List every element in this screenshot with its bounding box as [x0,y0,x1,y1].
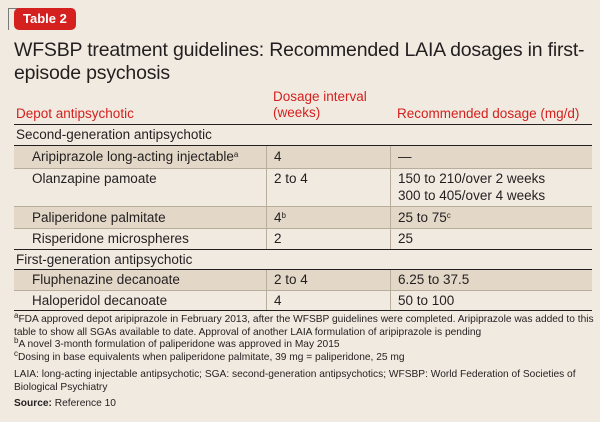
recommended-dosage: 150 to 210/over 2 weeks [398,171,546,186]
drug-name: Aripiprazole long-acting injectable [32,149,234,164]
table-row [14,146,592,168]
dosage-interval: 2 to 4 [274,171,308,186]
table-tag: Table 2 [14,8,76,30]
footnote-mark: a [233,150,239,159]
footnote-mark: b [281,211,286,220]
dosage-interval: 2 [274,231,282,246]
recommended-dosage: 25 to 75 [398,210,447,225]
recommended-dosage: 50 to 100 [398,293,455,308]
recommended-dosage: — [398,149,412,164]
source-note: Source: Reference 10 [14,397,116,409]
footnote: $^b$A novel 3-month formulation of paliperidone was approved in May 2015 [14,336,340,351]
drug-name: Olanzapine pamoate [32,171,157,186]
column-header-interval: Dosage interval (weeks) [273,89,367,120]
dosage-interval: 4 [274,210,282,225]
drug-name: Paliperidone palmitate [32,210,166,225]
corner-frame-left [8,8,9,30]
column-header-dosage: Recommended dosage (mg/d) [397,106,580,121]
dosage-interval: 4 [274,149,282,164]
dosage-interval: 4 [274,293,282,308]
table-row [14,169,592,206]
section-label: First-generation antipsychotic [16,252,193,267]
column-header-drug: Depot antipsychotic [16,106,134,121]
page-title: WFSBP treatment guidelines: Recommended LAIA dosages in first-episode psychosis [14,39,585,84]
table-bottom-rule [14,310,592,311]
table-row [14,207,592,228]
table-row [14,291,592,310]
footnote: $^c$Dosing in base equivalents when paliperidone palmitate, 39 mg = paliperidone, 25 mg [14,348,405,363]
table-notes [14,311,594,410]
table-row [14,270,592,290]
dosage-interval: 2 to 4 [274,272,308,287]
footnote-mark: c [446,211,451,220]
drug-name: Haloperidol decanoate [32,293,168,308]
footnote: $^a$FDA approved depot aripiprazole in February 2013, after the WFSBP guidelines were completed. Aripiprazole was added to this table to show all SGAs available to date. Approval of another LAIA formulation of aripiprazole is pending [14,311,594,338]
recommended-dosage: 300 to 405/over 4 weeks [398,188,546,203]
abbreviations-note: LAIA: long-acting injectable antipsychotic; SGA: second-generation antipsychotics; WFSBP: World Federation of Societies of Biological Psychiatry [14,369,576,393]
recommended-dosage: 25 [398,231,414,246]
recommended-dosage: 6.25 to 37.5 [398,272,470,287]
section-label: Second-generation antipsychotic [16,127,212,142]
drug-name: Risperidone microspheres [32,231,189,246]
drug-name: Fluphenazine decanoate [32,272,180,287]
table-row [14,229,592,249]
